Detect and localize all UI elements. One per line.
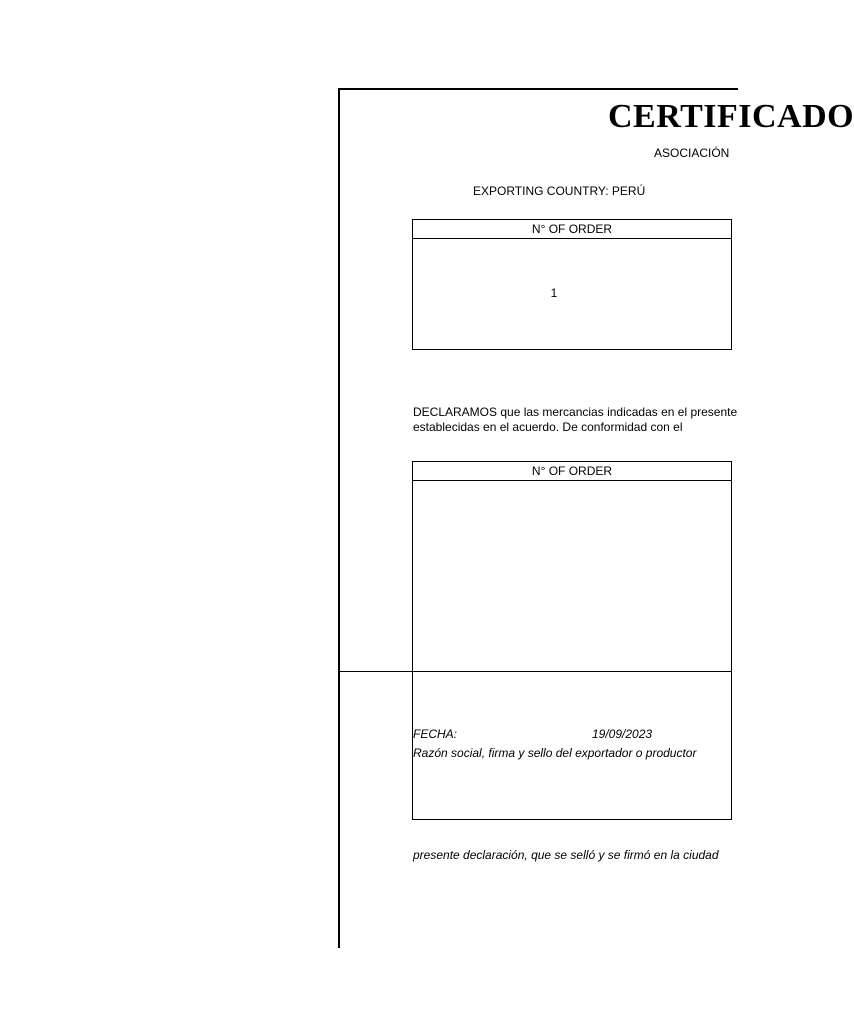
section-divider-line — [340, 671, 413, 672]
fecha-label: FECHA: — [413, 727, 458, 741]
order-table-2 — [412, 461, 732, 672]
left-border-line — [338, 88, 340, 948]
declaration-line-1: DECLARAMOS que las mercancias indicadas en el presente — [413, 405, 738, 419]
fecha-value: 19/09/2023 — [592, 727, 653, 741]
order-table-1 — [412, 219, 732, 350]
top-border-line — [338, 88, 738, 90]
order-header-label: N° OF ORDER — [531, 464, 613, 478]
declaration-line-2: establecidas en el acuerdo. De conformidad con el — [413, 420, 683, 434]
document-title: CERTIFICADO — [608, 98, 854, 135]
order-table-2-header — [413, 462, 731, 481]
document-subtitle: ASOCIACIÓN — [654, 146, 730, 160]
exporting-country: EXPORTING COUNTRY: PERÚ — [473, 184, 646, 198]
order-header-label: N° OF ORDER — [531, 222, 613, 236]
footer-note: presente declaración, que se selló y se firmó en la ciudad — [413, 848, 719, 862]
order-table-1-header — [413, 220, 731, 239]
signatory-line: Razón social, firma y sello del exportador o productor — [413, 746, 697, 760]
order-number-cell: 1 — [550, 286, 558, 300]
